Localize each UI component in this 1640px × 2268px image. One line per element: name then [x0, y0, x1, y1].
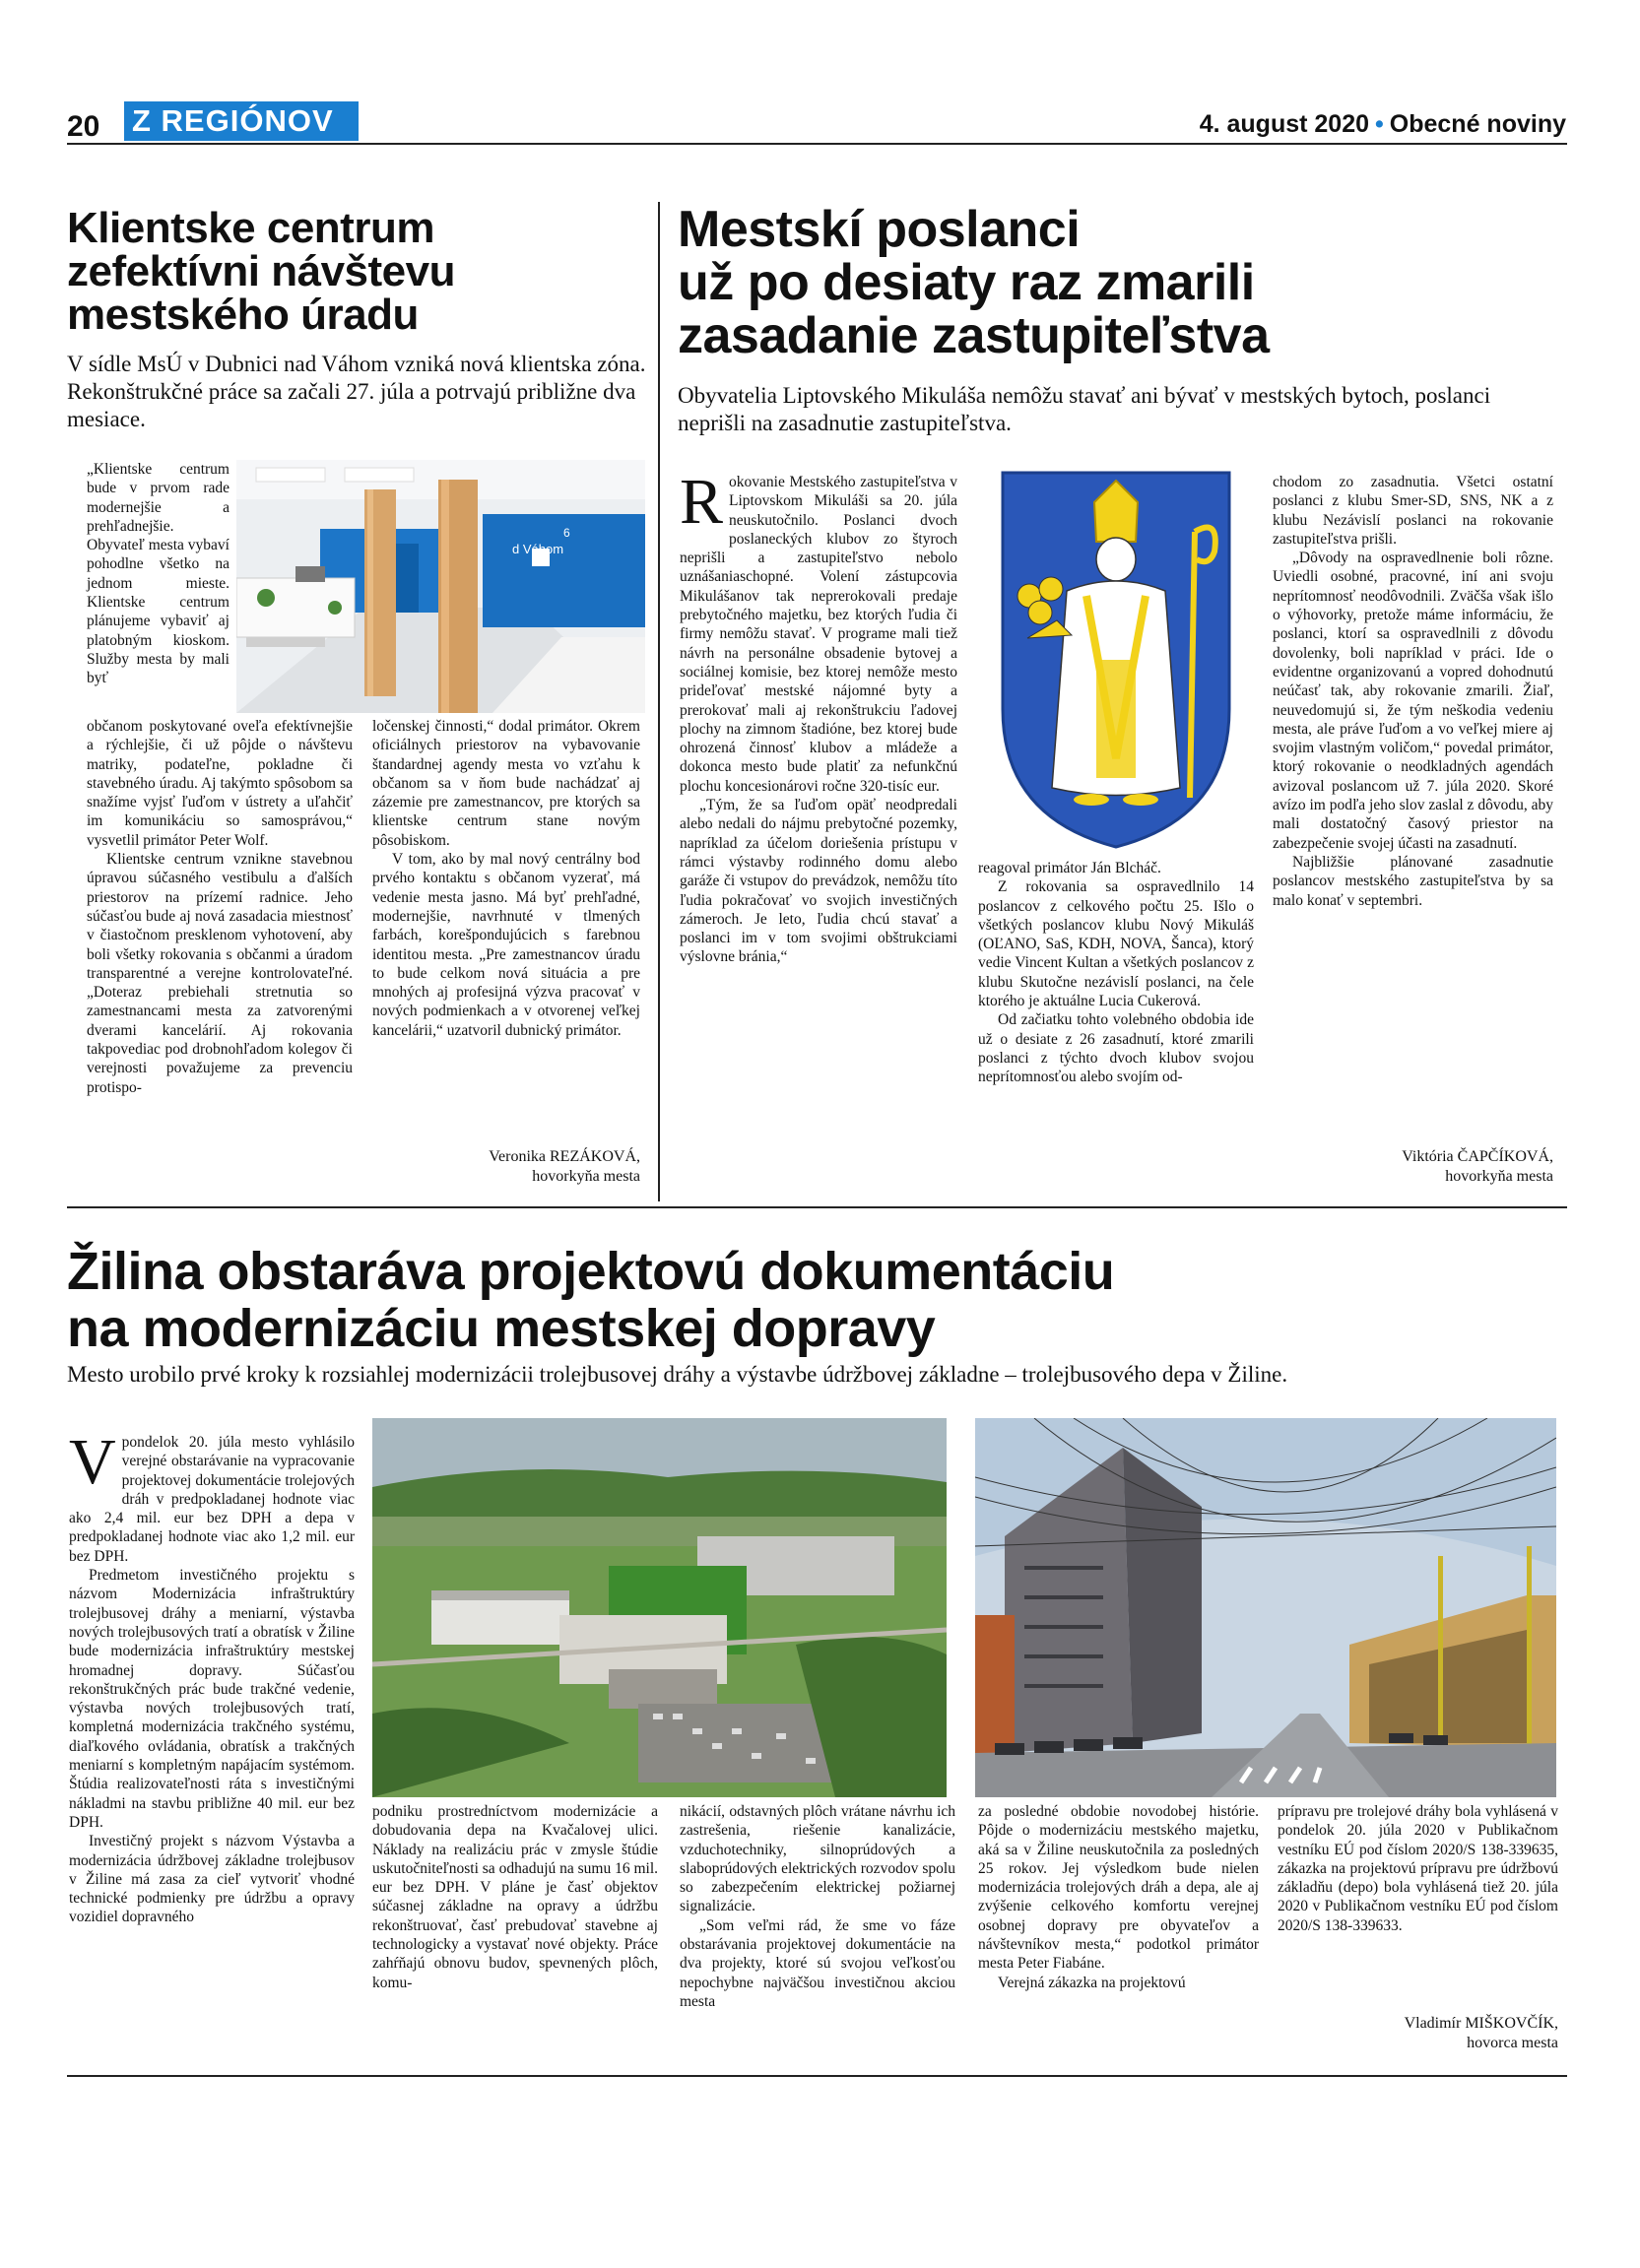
author-name: Vladimír MIŠKOVČÍK, — [1404, 2015, 1558, 2032]
paragraph: Klientske centrum vznikne stavebnou úpravou súčasného vestibulu a ďalších priestorov na prízemí radnice. Jeho súčasťou bude aj nová zasadacia miestnosť v čiastočnom presklenom vyhotovení, aby boli všetky rokovania s občanmi a úradom transparentné a verejne kontrolovateľné. „Doteraz prebiehali stretnutia so zamestnancami mesta za zatvorenými dverami kancelárií. Aj rokovania takpovediac pod drobnohľadom kolegov či verejnosti považujeme za prevenciu protispo- — [87, 851, 353, 1096]
title-line: zasadanie zastupiteľstva — [678, 307, 1270, 364]
separator-dot: • — [1375, 110, 1384, 138]
column-divider — [658, 202, 660, 1201]
aerial-view-image — [372, 1418, 947, 1797]
title-line: Klientske centrum — [67, 204, 434, 252]
title-line: zefektívni návštevu — [67, 247, 455, 295]
title-line: Žilina obstaráva projektovú dokumentáciu — [67, 1242, 1115, 1301]
title-line: už po desiaty raz zmarili — [678, 254, 1255, 311]
paragraph: „Dôvody na ospravedlnenie boli rôzne. Uviedli osobné, pracovné, iní ani svoju neprítomnosť neodôvodnili. Zväčša však išlo o výhovorky, pretože máme informáciu, že poslanci, ktorí sa ospravedlnili z dôvodu dovolenky, boli napríklad v práci. Ide o evidentne organizovanú a vopred dohodnutú neúčasť tak, aby rokovanie zmarili. Žiaľ, neuvedomujú si, že tým neškodia vedeniu mesta, ale práve ľuďom a vo veľkej miere aj svojim vlastným voličom,“ povedal primátor, ktorý rokovanie o neodkladných agendách avizoval poslancom už 7. júla 2020. Skoré avízo im podľa jeho slov zaslal z dôvodu, aby mali dostatočný časový priestor na zabezpečenie svojej účasti na zasadnutí. — [1273, 550, 1553, 852]
title-line: mestského úradu — [67, 291, 419, 339]
paragraph: Z rokovania sa ospravedlnilo 14 poslancov z celkového počtu 25. Išlo o všetkých poslancov klubu Nový Mikuláš (OĽANO, SaS, KDH, NOVA, Šanca), ktorý vedie Vincent Kultan a všetkých poslancov z klubu Skutočne nezávislí poslanci, na čele ktorého je aktuálne Lucia Cukerová. — [978, 878, 1254, 1010]
article3-col2 — [372, 1802, 658, 1992]
paragraph: občanom poskytované oveľa efektívnejšie a rýchlejšie, či už pôjde o návštevu matriky, podateľne, pokladne či stavebného úradu. Aj takýmto spôsobom sa snažíme vyjsť ľuďom v ústrety a uľahčiť im komunikáciu so samosprávou,“ vysvetlil primátor Peter Wolf. — [87, 718, 353, 849]
author-name: Veronika REZÁKOVÁ, — [489, 1148, 640, 1165]
liptovsky-mikulas-crest — [978, 463, 1254, 852]
article2-title — [678, 203, 1564, 362]
article2-col2 — [978, 859, 1254, 1087]
article3-lead: Mesto urobilo prvé kroky k rozsiahlej modernizácii trolejbusovej dráhy a výstavbe údržbovej základne – trolejbusového depa v Žiline. — [67, 1362, 1288, 1387]
paragraph-text: okovanie Mestského zastupiteľstva v Liptovskom Mikuláši sa 20. júla neuskutočnilo. Poslanci dvoch poslaneckých klubov zo štyroch neprišli a zastupiteľstvo nebolo uznášaniaschopné. Volení zástupcovia Mikulášanov tak neprerokovali predaje prebytočného majetku, bez ktorých ľudia či firmy nemôžu stavať. V programe mali tiež návrh na personálne obsadenie bytovej a sociálnej komisie, bez ktorej nemôže mesto prideľovať mestské nájomné byty a prerokovať mali aj rekonštrukciu ľadovej plochy na zimnom štadióne, bez ktorej bude ohrozená činnosť klubov a mládeže a dokonca mesto bude platiť za nefunkčnú plochu koncesionárovi ročne 320-tisíc eur. — [680, 474, 957, 795]
author-role: hovorkyňa mesta — [1445, 1168, 1553, 1185]
coat-of-arms-image — [978, 463, 1254, 852]
article3-signature — [1278, 2014, 1558, 2053]
article2-lead: Obyvatelia Liptovského Mikuláša nemôžu stavať ani bývať v mestských bytoch, poslanci neprišli na zasadnutie zastupiteľstva. — [678, 383, 1491, 435]
dropcap: V — [69, 1426, 116, 1498]
paragraph: Verejná zákazka na projektovú — [998, 1974, 1186, 1991]
author-role: hovorca mesta — [1467, 2035, 1558, 2051]
article3-col4 — [978, 1802, 1259, 1992]
dropcap: R — [680, 466, 724, 538]
paragraph-text: pondelok 20. júla mesto vyhlásilo verejné obstarávanie na vypracovanie projektovej dokumentácie trolejových dráh v predpokladanej hodnote viac ako 2,4 mil. eur bez DPH a depa v predpokladanej hodnote viac ako 1,2 mil. eur bez DPH. — [69, 1434, 355, 1565]
article2-signature — [1273, 1147, 1553, 1187]
issue-date: 4. august 2020 — [1199, 110, 1370, 138]
depot-aerial-photo — [372, 1418, 947, 1797]
article-separator — [67, 1206, 1567, 1208]
paragraph: Najbližšie plánované zasadnutie poslancov mestského zastupiteľstva by sa malo konať v septembri. — [1273, 853, 1553, 909]
article1-signature — [372, 1147, 640, 1187]
article1-col1-top — [87, 460, 230, 688]
footer-rule — [67, 2075, 1567, 2077]
article1-title — [67, 204, 658, 339]
klientske-centrum-photo — [236, 460, 645, 713]
paragraph: podniku prostredníctvom modernizácie a dobudovania depa na Kvačalovej ulici. Náklady na realizáciu prác v zmysle štúdie uskutočniteľnosti sa odhadujú na sumu 16 mil. eur bez DPH. V pláne je časť objektov súčasnej základne na opravy a údržbu rekonštruovať, časť prebudovať stavebne aj technologicky a vystavať nové objekty. Práce zahŕňajú obnovu budov, spevnených plôch, komu- — [372, 1803, 659, 1991]
article3-col5 — [1278, 1802, 1558, 1935]
article1-col2 — [372, 717, 640, 1040]
article2-col3 — [1273, 473, 1553, 910]
paragraph: Predmetom investičného projektu s názvom Modernizácia infraštruktúry trolejbusovej dráhy a meniarní, výstavba nových trolejbusových tratí a obratísk v Žiline bude modernizácia infraštruktúry mestskej hromadnej dopravy. Súčasťou rekonštrukčných prác bude trakčné vedenie, výstavba nových trolejbusových tratí, kompletná modernizácia trakčného systému, diaľkového ovládania, obratísk a trakčných meniarní s kompletným napájacím systémom. Štúdia realizovateľnosti ráta s investičnými nákladmi na stavbu približne 40 mil. eur bez DPH. — [69, 1567, 355, 1831]
article1-col1 — [87, 717, 353, 1097]
street-trolleybus-photo — [975, 1418, 1556, 1797]
title-line: Mestskí poslanci — [678, 201, 1081, 258]
article3-headline-block — [67, 1243, 1564, 1357]
photo-sign-number: 6 — [563, 526, 570, 540]
section-label: Z REGIÓNOV — [124, 101, 359, 141]
author-name: Viktória ČAPČÍKOVÁ, — [1402, 1148, 1553, 1165]
publication-name: Obecné noviny — [1389, 110, 1566, 138]
paragraph: „Tým, že sa ľuďom opäť neodpredali alebo nedali do nájmu prebytočné pozemky, napríklad za účelom doriešenia prístupu v rámci výstavby rodinného domu alebo garáže či vstupov do prevádzok, nemôžu títo ľudia pokračovať vo svojich investičných zámeroch. Je leto, ľudia chcú stavať a poslanci im v tom svojimi obštrukciami výslovne bránia,“ — [680, 797, 957, 966]
paragraph: Od začiatku tohto volebného obdobia ide už o desiate z 26 zasadnutí, ktoré zmarili poslanci z týchto dvoch klubov svojou neprítomnosťou alebo svojím od- — [978, 1011, 1254, 1086]
paragraph: V tom, ako by mal nový centrálny bod prvého kontaktu s občanom vyzerať, má vedenie mesta jasno. Má byť prehľadné, modernejšie, navrhnuté v tlmených farbách, korešpondujúcich s farebnou identitou mesta. „Pre zamestnancov úradu to bude celkom nová situácia a pre mnohých aj profesijná výzva pracovať v nových podmienkach a v otvorenej veľkej kancelárii,“ uzatvoril dubnický primátor. — [372, 851, 640, 1039]
paragraph: ločenskej činnosti,“ dodal primátor. Okrem oficiálnych priestorov na vybavovanie štandardnej agendy mesta vo vzťahu k občanom sa v ňom bude nachádzať aj zázemie pre zamestnancov, pre ktorých sa klientske centrum stane novým pôsobiskom. — [372, 718, 640, 849]
paragraph: chodom zo zasadnutia. Všetci ostatní poslanci z klubu Smer-SD, SNS, NK a z klubu Nezávislí poslanci na rokovanie zastupiteľstva prišli. — [1273, 474, 1553, 548]
photo-sign-text: d Váhom — [512, 542, 564, 556]
author-role: hovorkyňa mesta — [532, 1168, 640, 1185]
page-number: 20 — [67, 110, 100, 143]
paragraph: za posledné obdobie novodobej histórie. Pôjde o modernizáciu mestského majetku, aká sa v Žiline neuskutočnila za posledných 25 rokov. Jej výsledkom bude nielen modernizácia trolejových dráh a depa, ale aj zvýšenie celkového komfortu verejnej osobnej dopravy pre obyvateľov a návštevníkov mesta,“ podotkol primátor mesta Peter Fiabáne. — [978, 1803, 1259, 1973]
article3-title — [67, 1243, 1564, 1357]
street-view-image — [975, 1418, 1556, 1797]
header-rule — [67, 143, 1567, 145]
paragraph: „Klientske centrum bude v prvom rade modernejšie a prehľadnejšie. Obyvateľ mesta vybaví pohodlne všetko na jednom mieste. Klientske centrum plánujeme vybaviť aj platobným kioskom. Služby mesta by mali byť — [87, 461, 230, 687]
paragraph: Investičný projekt s názvom Výstavba a modernizácia údržbovej základne trolejbusov v Žiline má zasa za cieľ vytvoriť vhodné technické podmienky pre údržbu a opravy vozidiel dopravného — [69, 1833, 355, 1926]
paragraph: reagoval primátor Ján Blcháč. — [978, 860, 1161, 876]
paragraph: „Som veľmi rád, že sme vo fáze obstarávania projektovej dokumentácie na dva projekty, ktoré sú svojou veľkosťou nepochybne najväčšou investičnou akciou mesta — [680, 1916, 955, 2010]
article1-headline-block — [67, 204, 658, 339]
article3-col3 — [680, 1802, 955, 2011]
office-interior-illustration — [236, 460, 645, 713]
article1-lead: V sídle MsÚ v Dubnici nad Váhom vzniká nová klientska zóna. Rekonštrukčné práce sa začali 27. júla a potrvajú približne dva mesiace. — [67, 352, 646, 431]
paragraph: nikácií, odstavných plôch vrátane návrhu ich zastrešenia, riešenie kanalizácie, vzduchotechniky, silnoprúdových a slaboprúdových elektrických rozvodov spolu so zabezpečením elektrickej požiarnej signalizácie. — [680, 1803, 955, 1915]
article2-headline-block — [678, 203, 1564, 362]
article3-col1 — [69, 1426, 355, 1927]
title-line: na modernizáciu mestskej dopravy — [67, 1299, 936, 1358]
header-dateline — [1200, 110, 1566, 139]
article2-col1 — [680, 466, 957, 967]
paragraph: prípravu pre trolejové dráhy bola vyhlásená v pondelok 20. júla 2020 v Publikačnom vestníku EÚ pod číslom 2020/S 138-339635, zákazka na projektovú prípravu pre údržbovú základňu (depo) bola vyhlásená tiež 20. júla 2020 v Publikačnom vestníku EÚ pod číslom 2020/S 138-339633. — [1278, 1803, 1558, 1934]
